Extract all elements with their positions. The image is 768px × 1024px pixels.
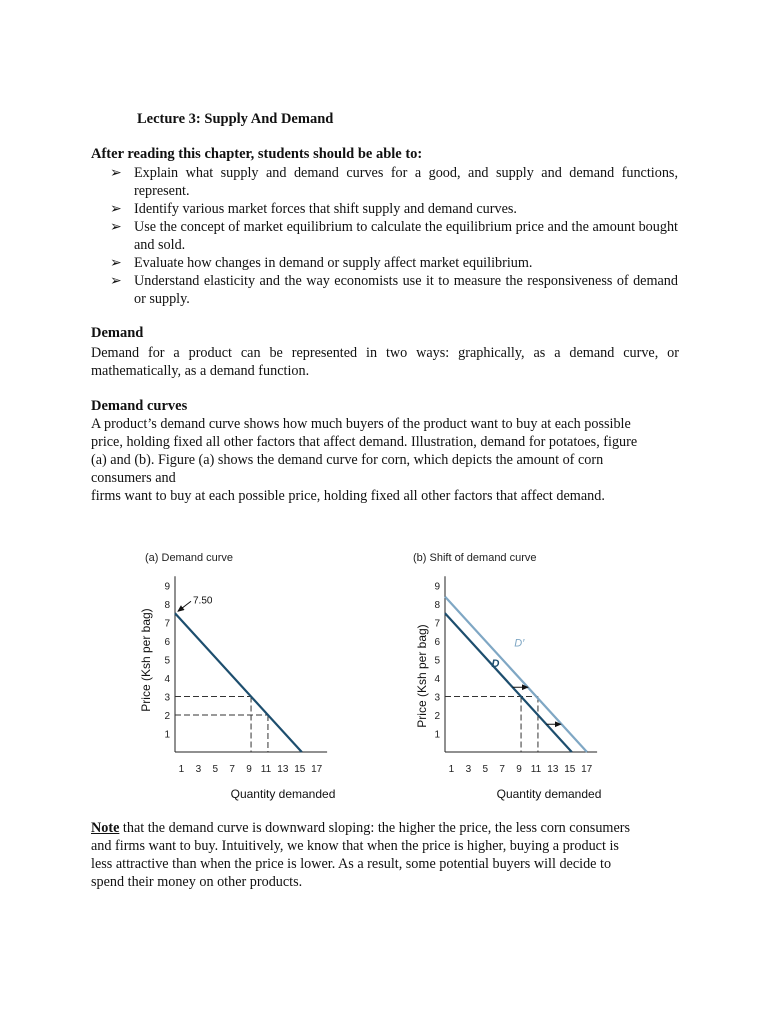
x-tick-label: 9: [246, 764, 252, 775]
x-tick-label: 11: [530, 764, 542, 775]
paragraph-line: consumers and: [91, 470, 176, 486]
x-tick-label: 1: [448, 764, 455, 775]
x-tick-label: 5: [482, 764, 489, 775]
chart-title: (b) Shift of demand curve: [413, 552, 537, 564]
paragraph-line: less attractive than when the price is lower. As a result, some potential buyers will decide to: [91, 856, 612, 872]
y-tick-label: 5: [434, 655, 440, 667]
x-tick-label: 17: [581, 764, 593, 775]
y-tick-label: 4: [434, 674, 440, 685]
x-tick-label: 1: [178, 764, 185, 775]
y-tick-label: 8: [434, 600, 440, 611]
y-axis-label: Price (Ksh per bag): [139, 608, 153, 712]
y-tick-label: 2: [434, 711, 440, 722]
y-tick-label: 7: [164, 618, 170, 630]
arrow-bullet-icon: ➢: [110, 219, 122, 235]
series-label-d-prime: D′: [514, 637, 525, 650]
annotation-arrow: [178, 601, 191, 611]
arrow-bullet-icon: ➢: [110, 201, 122, 217]
lecture-title: Lecture 3: Supply And Demand: [137, 111, 334, 127]
y-tick-label: 3: [434, 692, 440, 704]
objectives-heading: After reading this chapter, students should be able to:: [91, 146, 423, 162]
y-tick-label: 2: [164, 711, 170, 722]
demand-curve-line: [445, 613, 572, 752]
x-tick-label: 15: [294, 764, 306, 775]
y-tick-label: 8: [164, 600, 170, 611]
y-tick-label: 3: [164, 692, 170, 704]
y-tick-label: 7: [434, 618, 440, 630]
x-tick-label: 3: [195, 764, 202, 775]
list-item: ➢ Identify various market forces that shift supply and demand curves.: [110, 201, 517, 217]
arrow-bullet-icon: ➢: [110, 255, 122, 271]
x-tick-label: 5: [212, 764, 219, 775]
x-tick-label: 13: [277, 764, 289, 775]
y-tick-label: 1: [164, 729, 170, 741]
y-tick-label: 6: [164, 637, 170, 648]
paragraph-line: spend their money on other products.: [91, 874, 303, 890]
arrow-bullet-icon: ➢: [110, 165, 122, 181]
x-axis-label: Quantity demanded: [496, 787, 602, 801]
paragraph-line: (a) and (b). Figure (a) shows the demand curve for corn, which depicts the amount of corn: [91, 452, 604, 468]
list-item: ➢ Use the concept of market equilibrium to calculate the equilibrium price and the amount bought and sold.: [110, 219, 678, 253]
demand-paragraph: Demand for a product can be represented in two ways: graphically, as a demand curve, or mathematically, as a demand function.: [91, 345, 679, 379]
list-item: ➢ Understand elasticity and the way economists use it to measure the responsiveness of demand or supply.: [110, 273, 678, 307]
arrow-bullet-icon: ➢: [110, 273, 122, 289]
x-tick-label: 9: [516, 764, 522, 775]
x-tick-label: 3: [465, 764, 472, 775]
list-item: ➢ Evaluate how changes in demand or supply affect market equilibrium.: [110, 255, 533, 271]
x-tick-label: 15: [564, 764, 576, 775]
annotation-label: 7.50: [193, 595, 213, 607]
y-tick-label: 9: [164, 581, 170, 593]
series-label-d: D: [491, 657, 500, 670]
note-label: Note: [91, 820, 120, 836]
chart-title: (a) Demand curve: [145, 552, 234, 564]
note-paragraph: [91, 819, 679, 891]
demand-curve-line: [175, 613, 302, 752]
y-tick-label: 6: [434, 637, 440, 648]
y-tick-label: 4: [164, 674, 170, 685]
x-tick-label: 11: [260, 764, 272, 775]
x-axis-label: Quantity demanded: [230, 787, 336, 801]
demand-curve-line: [445, 597, 587, 752]
y-tick-label: 5: [164, 655, 170, 667]
paragraph-line: A product’s demand curve shows how much buyers of the product want to buy at each possible: [91, 416, 631, 432]
paragraph-line: Note that the demand curve is downward sloping: the higher the price, the less corn consumers: [91, 820, 630, 836]
x-tick-label: 7: [499, 764, 505, 775]
paragraph-line: and firms want to buy. Intuitively, we know that when the price is higher, buying a product is: [91, 838, 619, 854]
y-tick-label: 9: [434, 581, 440, 593]
paragraph-line: firms want to buy at each possible price, holding fixed all other factors that affect demand.: [91, 488, 605, 504]
list-item: ➢ Explain what supply and demand curves for a good, and supply and demand functions, represent.: [110, 165, 678, 199]
x-tick-label: 17: [311, 764, 323, 775]
demand-heading: Demand: [91, 325, 144, 341]
y-axis-label: Price (Ksh per bag): [415, 624, 429, 728]
x-tick-label: 7: [229, 764, 235, 775]
paragraph-line: price, holding fixed all other factors that affect demand. Illustration, demand for potatoes, figure: [91, 434, 638, 450]
demand-curves-heading: Demand curves: [91, 398, 188, 414]
x-tick-label: 13: [547, 764, 559, 775]
y-tick-label: 1: [434, 729, 440, 741]
